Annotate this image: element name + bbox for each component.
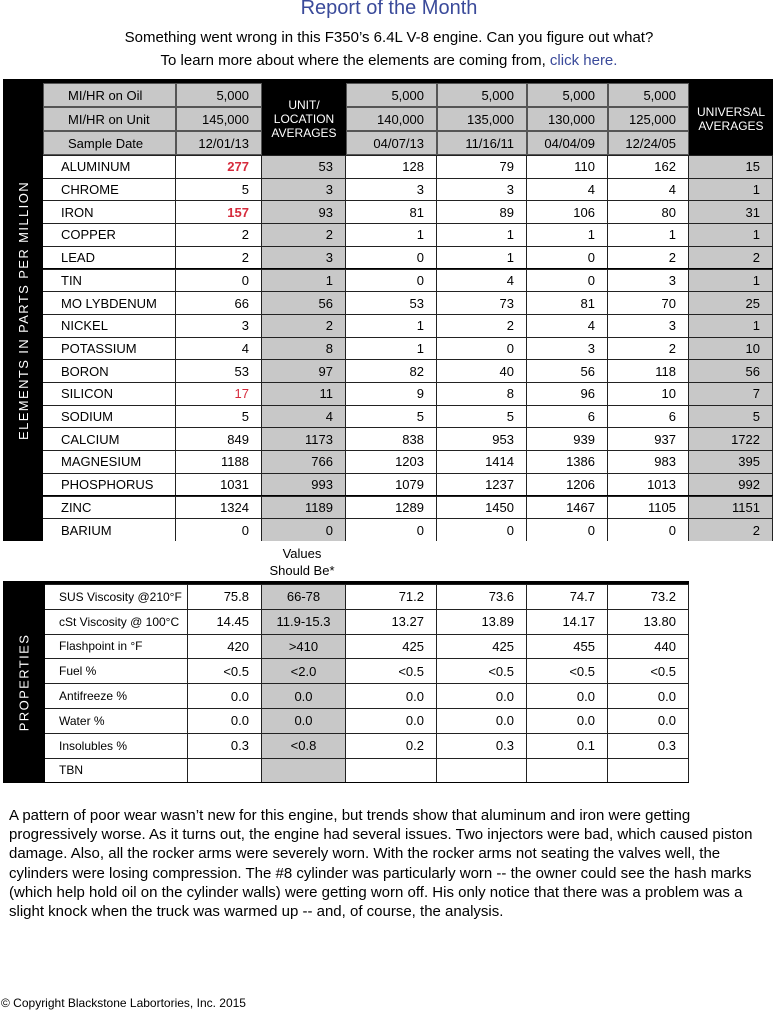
header-history-unit: 135,000 xyxy=(437,107,527,131)
element-cell-h4: 1 xyxy=(608,224,689,246)
property-cell-name: cSt Viscosity @ 100°C xyxy=(45,610,188,634)
properties-vertical-label xyxy=(3,581,45,783)
property-cell-current: 75.8 xyxy=(188,585,262,609)
copyright-notice: © Copyright Blackstone Labortories, Inc. 2015 xyxy=(1,996,246,1010)
property-cell-should: >410 xyxy=(262,635,346,659)
element-cell-name: SODIUM xyxy=(43,406,176,428)
element-cell-h3: 56 xyxy=(527,360,608,382)
element-cell-current: 66 xyxy=(176,292,262,314)
property-row xyxy=(45,584,689,609)
element-cell-current: 1031 xyxy=(176,474,262,496)
element-cell-current: 5 xyxy=(176,179,262,201)
element-cell-name: PHOSPHORUS xyxy=(43,474,176,496)
property-row xyxy=(45,708,689,733)
property-cell-h2: <0.5 xyxy=(437,659,527,683)
element-cell-h1: 1289 xyxy=(346,497,437,519)
header-history-date: 04/07/13 xyxy=(346,131,437,155)
header-history-unit: 130,000 xyxy=(527,107,608,131)
element-cell-h1: 82 xyxy=(346,360,437,382)
element-cell-h4: 10 xyxy=(608,383,689,405)
element-cell-h1: 128 xyxy=(346,156,437,178)
property-cell-h1: 71.2 xyxy=(346,585,437,609)
property-cell-h3: 455 xyxy=(527,635,608,659)
property-row xyxy=(45,733,689,758)
element-cell-h2: 1 xyxy=(437,247,527,269)
property-cell-h4: 440 xyxy=(608,635,689,659)
element-cell-name: SILICON xyxy=(43,383,176,405)
element-cell-name: BORON xyxy=(43,360,176,382)
unit-avg-line2: LOCATION xyxy=(273,112,335,126)
element-row xyxy=(43,382,773,405)
element-row xyxy=(43,269,773,292)
property-cell-h4: 13.80 xyxy=(608,610,689,634)
element-cell-avg: 1189 xyxy=(262,497,346,519)
header-unit-current: 145,000 xyxy=(176,107,262,131)
element-cell-universal: 1 xyxy=(689,315,773,337)
element-cell-h1: 1 xyxy=(346,338,437,360)
property-cell-name: Antifreeze % xyxy=(45,684,188,708)
property-cell-current: 420 xyxy=(188,635,262,659)
property-cell-h1: <0.5 xyxy=(346,659,437,683)
values-should-be-label xyxy=(262,545,342,579)
property-cell-name: Flashpoint in °F xyxy=(45,635,188,659)
element-cell-h4: 6 xyxy=(608,406,689,428)
element-row xyxy=(43,473,773,496)
element-cell-h4: 0 xyxy=(608,519,689,541)
property-cell-h3: 0.0 xyxy=(527,709,608,733)
element-cell-h1: 5 xyxy=(346,406,437,428)
property-cell-should: 0.0 xyxy=(262,684,346,708)
element-cell-h2: 73 xyxy=(437,292,527,314)
element-cell-universal: 1 xyxy=(689,179,773,201)
subtitle-learn-more-text: To learn more about where the elements are coming from, xyxy=(160,52,546,69)
property-cell-h4 xyxy=(608,759,689,783)
element-cell-h3: 1386 xyxy=(527,451,608,473)
element-cell-h1: 1 xyxy=(346,224,437,246)
property-cell-should: 11.9-15.3 xyxy=(262,610,346,634)
element-cell-h4: 70 xyxy=(608,292,689,314)
element-cell-h3: 939 xyxy=(527,428,608,450)
element-cell-current: 0 xyxy=(176,519,262,541)
element-cell-h2: 79 xyxy=(437,156,527,178)
element-cell-name: ALUMINUM xyxy=(43,156,176,178)
header-history-date: 12/24/05 xyxy=(608,131,689,155)
element-cell-name: NICKEL xyxy=(43,315,176,337)
element-row xyxy=(43,291,773,314)
element-cell-name: COPPER xyxy=(43,224,176,246)
element-cell-avg: 993 xyxy=(262,474,346,496)
property-cell-h4: 0.3 xyxy=(608,734,689,758)
property-cell-current: 14.45 xyxy=(188,610,262,634)
property-cell-h2 xyxy=(437,759,527,783)
header-history-oil: 5,000 xyxy=(346,83,437,107)
element-cell-h1: 0 xyxy=(346,247,437,269)
property-cell-h1: 0.2 xyxy=(346,734,437,758)
element-cell-h4: 1013 xyxy=(608,474,689,496)
header-oil-label: MI/HR on Oil xyxy=(43,83,176,107)
element-cell-name: BARIUM xyxy=(43,519,176,541)
property-cell-h4: 0.0 xyxy=(608,709,689,733)
element-cell-h2: 0 xyxy=(437,519,527,541)
element-cell-avg: 3 xyxy=(262,179,346,201)
element-cell-h4: 3 xyxy=(608,270,689,292)
element-row xyxy=(43,518,773,541)
header-history-oil: 5,000 xyxy=(437,83,527,107)
element-cell-current: 849 xyxy=(176,428,262,450)
properties-label-text: PROPERTIES xyxy=(16,633,32,731)
property-cell-h3: 0.1 xyxy=(527,734,608,758)
element-cell-h3: 1206 xyxy=(527,474,608,496)
element-cell-h2: 40 xyxy=(437,360,527,382)
property-row xyxy=(45,683,689,708)
element-cell-universal: 992 xyxy=(689,474,773,496)
element-row xyxy=(43,337,773,360)
element-cell-name: TIN xyxy=(43,270,176,292)
element-cell-universal: 5 xyxy=(689,406,773,428)
property-cell-h2: 0.0 xyxy=(437,709,527,733)
element-cell-universal: 1 xyxy=(689,270,773,292)
element-cell-avg: 766 xyxy=(262,451,346,473)
element-cell-name: LEAD xyxy=(43,247,176,269)
element-cell-h1: 838 xyxy=(346,428,437,450)
element-cell-h3: 1467 xyxy=(527,497,608,519)
element-cell-h4: 4 xyxy=(608,179,689,201)
element-cell-avg: 56 xyxy=(262,292,346,314)
header-oil-current: 5,000 xyxy=(176,83,262,107)
universal-averages-header xyxy=(689,83,773,155)
property-cell-h1: 13.27 xyxy=(346,610,437,634)
element-row xyxy=(43,314,773,337)
element-cell-current: 17 xyxy=(176,383,262,405)
element-cell-name: POTASSIUM xyxy=(43,338,176,360)
element-cell-name: CALCIUM xyxy=(43,428,176,450)
unit-avg-line1: UNIT/ xyxy=(288,98,320,112)
element-cell-h1: 1203 xyxy=(346,451,437,473)
property-row xyxy=(45,658,689,683)
element-cell-h3: 4 xyxy=(527,179,608,201)
unit-location-averages-header xyxy=(262,83,346,155)
property-cell-should xyxy=(262,759,346,783)
values-should-be-line1: Values xyxy=(282,546,322,561)
element-cell-universal: 2 xyxy=(689,247,773,269)
element-row xyxy=(43,200,773,223)
property-row xyxy=(45,758,689,783)
element-cell-current: 157 xyxy=(176,201,262,223)
unit-avg-line3: AVERAGES xyxy=(271,126,337,140)
header-history-oil: 5,000 xyxy=(527,83,608,107)
element-cell-h4: 118 xyxy=(608,360,689,382)
element-cell-h2: 8 xyxy=(437,383,527,405)
element-cell-h3: 3 xyxy=(527,338,608,360)
element-cell-universal: 15 xyxy=(689,156,773,178)
header-history-date: 11/16/11 xyxy=(437,131,527,155)
property-cell-h1 xyxy=(346,759,437,783)
property-cell-h2: 13.89 xyxy=(437,610,527,634)
header-date-label: Sample Date xyxy=(43,131,176,155)
element-cell-universal: 10 xyxy=(689,338,773,360)
values-should-be-line2: Should Be* xyxy=(269,563,335,578)
property-cell-current: 0.0 xyxy=(188,684,262,708)
element-cell-name: MAGNESIUM xyxy=(43,451,176,473)
element-cell-current: 2 xyxy=(176,247,262,269)
element-cell-h2: 1237 xyxy=(437,474,527,496)
element-cell-h3: 0 xyxy=(527,519,608,541)
element-cell-name: MO LYBDENUM xyxy=(43,292,176,314)
element-row xyxy=(43,155,773,178)
property-cell-h4: <0.5 xyxy=(608,659,689,683)
element-cell-h3: 0 xyxy=(527,270,608,292)
element-row xyxy=(43,359,773,382)
property-cell-name: Insolubles % xyxy=(45,734,188,758)
element-cell-avg: 8 xyxy=(262,338,346,360)
element-row xyxy=(43,405,773,428)
click-here-link[interactable]: click here. xyxy=(549,52,618,69)
element-cell-avg: 1173 xyxy=(262,428,346,450)
element-cell-h4: 983 xyxy=(608,451,689,473)
element-row xyxy=(43,223,773,246)
element-cell-universal: 2 xyxy=(689,519,773,541)
element-row xyxy=(43,496,773,519)
element-row xyxy=(43,427,773,450)
elements-vertical-label xyxy=(3,79,43,541)
property-cell-h2: 0.0 xyxy=(437,684,527,708)
header-unit-label: MI/HR on Unit xyxy=(43,107,176,131)
element-cell-h1: 3 xyxy=(346,179,437,201)
element-cell-universal: 395 xyxy=(689,451,773,473)
element-cell-h3: 106 xyxy=(527,201,608,223)
header-history-oil: 5,000 xyxy=(608,83,689,107)
element-cell-h2: 89 xyxy=(437,201,527,223)
property-cell-should: <2.0 xyxy=(262,659,346,683)
element-cell-universal: 25 xyxy=(689,292,773,314)
element-cell-h1: 53 xyxy=(346,292,437,314)
property-cell-should: 66-78 xyxy=(262,585,346,609)
element-cell-current: 5 xyxy=(176,406,262,428)
element-cell-h4: 1105 xyxy=(608,497,689,519)
page-title: Report of the Month xyxy=(300,0,478,19)
element-cell-universal: 31 xyxy=(689,201,773,223)
element-cell-name: IRON xyxy=(43,201,176,223)
element-cell-h2: 2 xyxy=(437,315,527,337)
element-cell-current: 1188 xyxy=(176,451,262,473)
header-history-date: 04/04/09 xyxy=(527,131,608,155)
property-cell-name: Water % xyxy=(45,709,188,733)
element-cell-h3: 0 xyxy=(527,247,608,269)
elements-label-text: ELEMENTS IN PARTS PER MILLION xyxy=(15,180,31,440)
property-cell-h4: 0.0 xyxy=(608,684,689,708)
element-cell-current: 1324 xyxy=(176,497,262,519)
property-cell-h3 xyxy=(527,759,608,783)
element-row xyxy=(43,246,773,269)
subtitle-learn-more xyxy=(0,52,778,70)
subtitle-question: Something went wrong in this F350’s 6.4L V-8 engine. Can you figure out what? xyxy=(124,29,654,46)
property-cell-current xyxy=(188,759,262,783)
element-cell-avg: 0 xyxy=(262,519,346,541)
elements-table xyxy=(3,79,773,541)
property-cell-name: Fuel % xyxy=(45,659,188,683)
property-cell-h3: <0.5 xyxy=(527,659,608,683)
element-cell-name: ZINC xyxy=(43,497,176,519)
element-cell-h3: 81 xyxy=(527,292,608,314)
element-cell-universal: 1 xyxy=(689,224,773,246)
element-cell-h1: 0 xyxy=(346,270,437,292)
property-cell-current: 0.3 xyxy=(188,734,262,758)
element-cell-avg: 53 xyxy=(262,156,346,178)
element-row xyxy=(43,450,773,473)
element-cell-h2: 5 xyxy=(437,406,527,428)
property-cell-h3: 74.7 xyxy=(527,585,608,609)
property-cell-h3: 0.0 xyxy=(527,684,608,708)
universal-line2: AVERAGES xyxy=(698,119,764,133)
element-cell-current: 2 xyxy=(176,224,262,246)
element-cell-h2: 4 xyxy=(437,270,527,292)
element-cell-h3: 4 xyxy=(527,315,608,337)
element-cell-avg: 97 xyxy=(262,360,346,382)
element-cell-h4: 937 xyxy=(608,428,689,450)
element-cell-h4: 162 xyxy=(608,156,689,178)
analysis-paragraph: A pattern of poor wear wasn’t new for this engine, but trends show that aluminum and iron were getting progressively worse. As it turns out, the engine had several issues. Two injectors were bad, which caused piston damage. Also, all the rocker arms were severely worn. With the rocker arms not seating the valves well, the cylinders were losing compression. The #8 cylinder was particularly worn -- the owner could see the hash marks (which help hold oil on the cylinder walls) were getting worn off. His only notice that there was a problem was a slight knock when the truck was warmed up -- and, of course, the analysis. xyxy=(9,807,753,921)
element-cell-h3: 1 xyxy=(527,224,608,246)
element-cell-avg: 11 xyxy=(262,383,346,405)
element-cell-h2: 1414 xyxy=(437,451,527,473)
property-cell-current: 0.0 xyxy=(188,709,262,733)
element-cell-avg: 1 xyxy=(262,270,346,292)
property-cell-h3: 14.17 xyxy=(527,610,608,634)
property-cell-h2: 0.3 xyxy=(437,734,527,758)
element-cell-h4: 2 xyxy=(608,247,689,269)
property-cell-h1: 425 xyxy=(346,635,437,659)
element-cell-avg: 93 xyxy=(262,201,346,223)
element-cell-h3: 110 xyxy=(527,156,608,178)
element-cell-universal: 56 xyxy=(689,360,773,382)
element-cell-h1: 81 xyxy=(346,201,437,223)
element-cell-current: 0 xyxy=(176,270,262,292)
element-cell-name: CHROME xyxy=(43,179,176,201)
properties-table xyxy=(3,581,689,783)
header-history-unit: 140,000 xyxy=(346,107,437,131)
property-row xyxy=(45,609,689,634)
property-row xyxy=(45,634,689,659)
property-cell-h1: 0.0 xyxy=(346,684,437,708)
header-history-unit: 125,000 xyxy=(608,107,689,131)
element-cell-universal: 1151 xyxy=(689,497,773,519)
element-cell-avg: 4 xyxy=(262,406,346,428)
element-cell-h4: 80 xyxy=(608,201,689,223)
property-cell-should: 0.0 xyxy=(262,709,346,733)
property-cell-h2: 73.6 xyxy=(437,585,527,609)
element-cell-universal: 1722 xyxy=(689,428,773,450)
element-cell-h2: 1450 xyxy=(437,497,527,519)
element-cell-h2: 3 xyxy=(437,179,527,201)
header-date-current: 12/01/13 xyxy=(176,131,262,155)
property-cell-h1: 0.0 xyxy=(346,709,437,733)
element-cell-avg: 3 xyxy=(262,247,346,269)
property-cell-h4: 73.2 xyxy=(608,585,689,609)
element-cell-current: 277 xyxy=(176,156,262,178)
property-cell-h2: 425 xyxy=(437,635,527,659)
element-cell-current: 53 xyxy=(176,360,262,382)
element-cell-h2: 1 xyxy=(437,224,527,246)
element-cell-universal: 7 xyxy=(689,383,773,405)
element-cell-h1: 1 xyxy=(346,315,437,337)
element-cell-h4: 2 xyxy=(608,338,689,360)
universal-line1: UNIVERSAL xyxy=(696,105,766,119)
element-cell-h1: 9 xyxy=(346,383,437,405)
element-cell-current: 3 xyxy=(176,315,262,337)
element-cell-h1: 1079 xyxy=(346,474,437,496)
property-cell-current: <0.5 xyxy=(188,659,262,683)
property-cell-name: TBN xyxy=(45,759,188,783)
element-cell-h2: 0 xyxy=(437,338,527,360)
element-cell-h3: 96 xyxy=(527,383,608,405)
element-cell-current: 4 xyxy=(176,338,262,360)
property-cell-should: <0.8 xyxy=(262,734,346,758)
property-cell-name: SUS Viscosity @210°F xyxy=(45,585,188,609)
element-cell-h2: 953 xyxy=(437,428,527,450)
element-cell-h4: 3 xyxy=(608,315,689,337)
element-cell-h1: 0 xyxy=(346,519,437,541)
element-cell-avg: 2 xyxy=(262,315,346,337)
element-row xyxy=(43,178,773,201)
element-cell-avg: 2 xyxy=(262,224,346,246)
element-cell-h3: 6 xyxy=(527,406,608,428)
